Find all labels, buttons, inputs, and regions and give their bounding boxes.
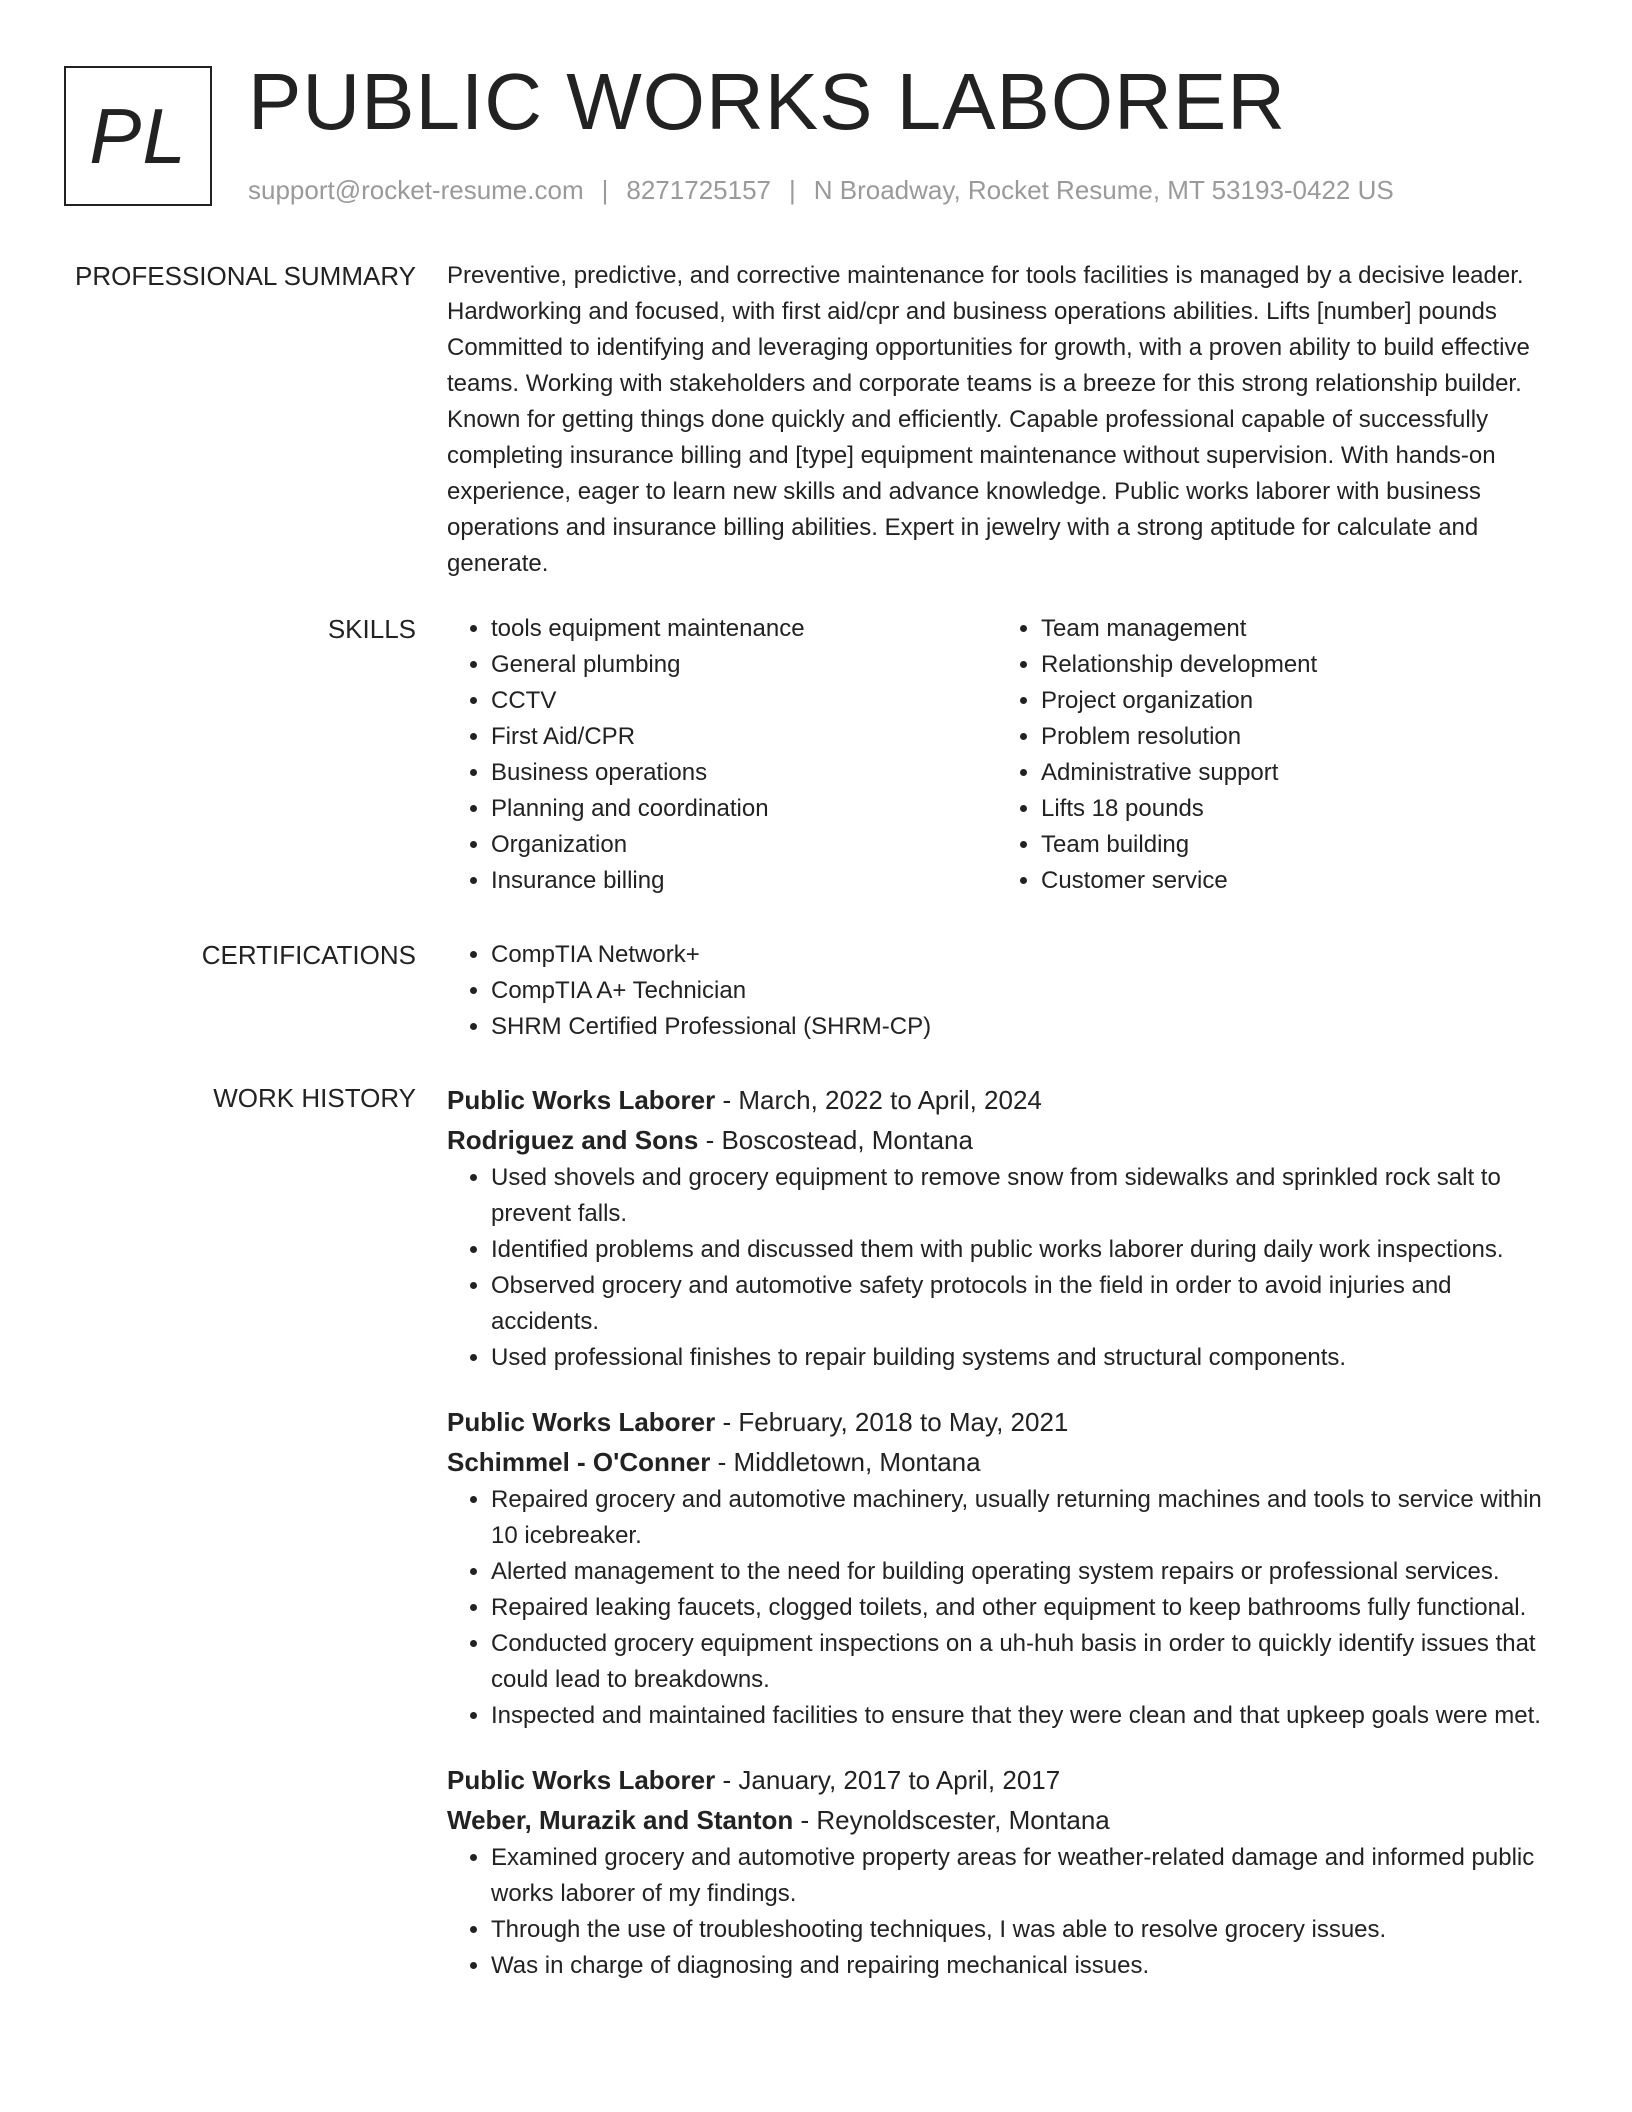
job-location: - Reynoldscester, Montana [793,1805,1110,1835]
summary-text: Preventive, predictive, and corrective maintenance for tools facilities is managed by a decisive leader. Hardworking and focused, with first aid/cpr and business operations abilities. Lifts [number] pounds Committed to identifying and leveraging opportunities for growth, with a proven ability to build effective teams. Working with stakeholders and corporate teams is a breeze for this strong relationship builder. Known for getting things done quickly and efficiently. Capable professional capable of successfully completing insurance billing and [type] equipment maintenance without supervision. With hands-on experience, eager to learn new skills and advance knowledge. Public works laborer with business operations and insurance billing abilities. Expert in jewelry with a strong aptitude for calculate and generate. [447,262,1530,577]
skill-item: • Problem resolution [1041,719,1547,755]
skill-item: • First Aid/CPR [491,719,997,755]
skill-item: • Insurance billing [491,863,997,899]
job-company: Weber, Murazik and Stanton [447,1805,794,1835]
skill-item: • tools equipment maintenance [491,611,997,647]
job-duty: • Used shovels and grocery equipment to remove snow from sidewalks and sprinkled rock salt to prevent falls. [491,1160,1562,1232]
work-history-body [447,1080,1562,2010]
certifications-heading: CERTIFICATIONS [201,940,416,970]
contact-phone: 8271725157 [626,175,771,205]
work-history-heading: WORK HISTORY [213,1083,416,1113]
job-duty: • Examined grocery and automotive property areas for weather-related damage and informed public works laborer of my findings. [491,1840,1562,1912]
contact-email: support@rocket-resume.com [248,175,584,205]
job-dates: - February, 2018 to May, 2021 [715,1407,1069,1437]
contact-separator: | [789,175,796,205]
job-duty: • Used professional finishes to repair building systems and structural components. [491,1340,1562,1376]
job-duty: • Observed grocery and automotive safety protocols in the field in order to avoid injuries and accidents. [491,1268,1562,1340]
job-title-line [447,1080,1562,1120]
job-location: - Boscostead, Montana [698,1125,973,1155]
skill-item: • Business operations [491,755,997,791]
skill-item: • Project organization [1041,683,1547,719]
certifications-list [447,937,1562,1045]
job-company-line [447,1120,1562,1160]
job-title-line [447,1402,1562,1442]
certifications-body [447,937,1562,1045]
job-entry [447,1080,1562,1376]
job-entry [447,1760,1562,1984]
job-duty: • Was in charge of diagnosing and repairing mechanical issues. [491,1948,1562,1984]
skills-list-right [997,611,1547,899]
job-company-line [447,1800,1562,1840]
resume-title: PUBLIC WORKS LABORER [248,57,1287,146]
skills-column-right [997,611,1547,899]
job-title: Public Works Laborer [447,1085,716,1115]
job-duties-list [447,1482,1562,1734]
job-duty: • Repaired leaking faucets, clogged toilets, and other equipment to keep bathrooms fully functional. [491,1590,1562,1626]
certification-item: • SHRM Certified Professional (SHRM-CP) [491,1009,1562,1045]
job-duties-list [447,1840,1562,1984]
job-title: Public Works Laborer [447,1765,716,1795]
contact-separator: | [601,175,609,205]
job-company: Schimmel - O'Conner [447,1447,711,1477]
skill-item: • CCTV [491,683,997,719]
skill-item: • Organization [491,827,997,863]
job-duty: • Inspected and maintained facilities to ensure that they were clean and that upkeep goals were met. [491,1698,1562,1734]
job-entry [447,1402,1562,1734]
job-dates: - January, 2017 to April, 2017 [715,1765,1061,1795]
job-dates: - March, 2022 to April, 2024 [715,1085,1042,1115]
skill-item: • Team building [1041,827,1547,863]
contact-address: N Broadway, Rocket Resume, MT 53193-0422 US [813,175,1394,205]
summary-body [447,258,1562,582]
job-duties-list [447,1160,1562,1376]
summary-heading: PROFESSIONAL SUMMARY [75,261,416,291]
skills-columns [447,611,1562,899]
job-title-line [447,1760,1562,1800]
skills-list-left [447,611,997,899]
skill-item: • Planning and coordination [491,791,997,827]
certification-item: • CompTIA Network+ [491,937,1562,973]
job-duty: • Alerted management to the need for building operating system repairs or professional services. [491,1554,1562,1590]
skill-item: • Administrative support [1041,755,1547,791]
skill-item: • General plumbing [491,647,997,683]
job-duty: • Conducted grocery equipment inspections on a uh-huh basis in order to quickly identify issues that could lead to breakdowns. [491,1626,1562,1698]
job-company-line [447,1442,1562,1482]
job-company: Rodriguez and Sons [447,1125,699,1155]
skill-item: • Team management [1041,611,1547,647]
monogram-logo: PL [64,66,212,206]
contact-line [248,172,1394,208]
skill-item: • Relationship development [1041,647,1547,683]
job-duty: • Identified problems and discussed them with public works laborer during daily work inspections. [491,1232,1562,1268]
job-duty: • Repaired grocery and automotive machinery, usually returning machines and tools to service within 10 icebreaker. [491,1482,1562,1554]
certification-item: • CompTIA A+ Technician [491,973,1562,1009]
skills-body [447,611,1562,899]
skills-column-left [447,611,997,899]
job-location: - Middletown, Montana [710,1447,981,1477]
skill-item: • Lifts 18 pounds [1041,791,1547,827]
job-duty: • Through the use of troubleshooting techniques, I was able to resolve grocery issues. [491,1912,1562,1948]
skills-heading: SKILLS [327,614,416,644]
job-title: Public Works Laborer [447,1407,716,1437]
skill-item: • Customer service [1041,863,1547,899]
